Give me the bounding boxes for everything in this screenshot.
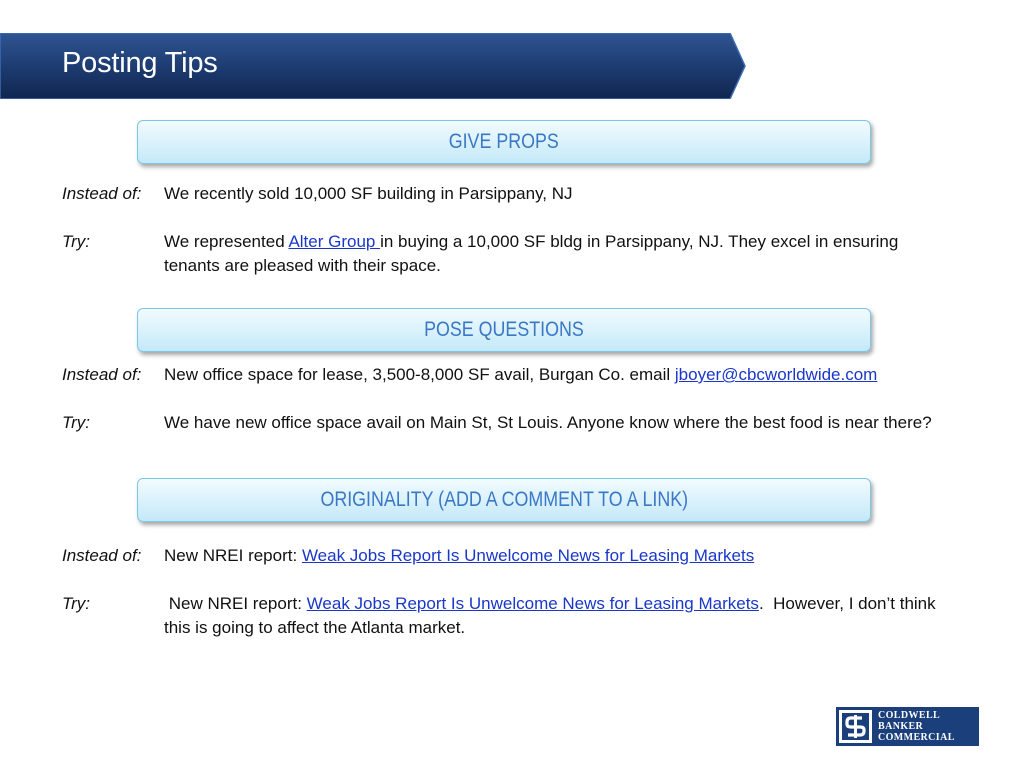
- row-text: [164, 544, 954, 568]
- section-heading: GIVE PROPS: [448, 130, 560, 153]
- nrei-report-link[interactable]: Weak Jobs Report Is Unwelcome News for Leasing Markets: [301, 546, 755, 565]
- email-link[interactable]: jboyer@cbcworldwide.com: [674, 365, 878, 384]
- section-heading: POSE QUESTIONS: [424, 318, 584, 341]
- section-heading: ORIGINALITY (ADD A COMMENT TO A LINK): [320, 488, 688, 511]
- text-segment: New NREI report:: [164, 546, 302, 565]
- row-label: Instead of:: [62, 365, 142, 384]
- text-segment: . However, I don’t think this is going to affect the Atlanta market.: [164, 594, 941, 637]
- logo-line: COLDWELL: [878, 710, 941, 721]
- logo-line: BANKER: [878, 721, 924, 732]
- text-segment: We represented: [164, 232, 289, 251]
- section-header-originality: [137, 478, 871, 522]
- alter-group-link[interactable]: Alter Group: [288, 232, 381, 251]
- text-segment: New office space for lease, 3,500-8,000 SF avail, Burgan Co. email: [164, 365, 675, 384]
- coldwell-banker-commercial-logo: [836, 707, 979, 746]
- row-text: We recently sold 10,000 SF building in Parsippany, NJ: [164, 184, 573, 203]
- logo-wordmark: [878, 710, 955, 743]
- row-label: Instead of:: [62, 184, 142, 203]
- section-header-give-props: [137, 120, 871, 164]
- row-label: Instead of:: [62, 546, 142, 565]
- text-segment: in buying a 10,000 SF bldg in Parsippany, NJ. They excel in ensuring tenants are pleased with their space.: [164, 232, 899, 275]
- page-title: Posting Tips: [62, 47, 218, 79]
- nrei-report-link[interactable]: Weak Jobs Report Is Unwelcome News for Leasing Markets: [306, 594, 759, 613]
- text-segment: New NREI report:: [164, 594, 307, 613]
- row-label: Try:: [62, 232, 91, 251]
- cb-logo-icon: [839, 710, 872, 743]
- section-header-pose-questions: [137, 308, 871, 352]
- row-text: We have new office space avail on Main St, St Louis. Anyone know where the best food is near there?: [164, 413, 932, 432]
- row-text: [164, 230, 954, 278]
- row-text: [164, 592, 954, 640]
- row-text: [164, 363, 954, 387]
- cb-logo-glyph: [842, 713, 869, 740]
- row-label: Try:: [62, 413, 91, 432]
- row-label: Try:: [62, 594, 91, 613]
- logo-line: COMMERCIAL: [878, 732, 955, 743]
